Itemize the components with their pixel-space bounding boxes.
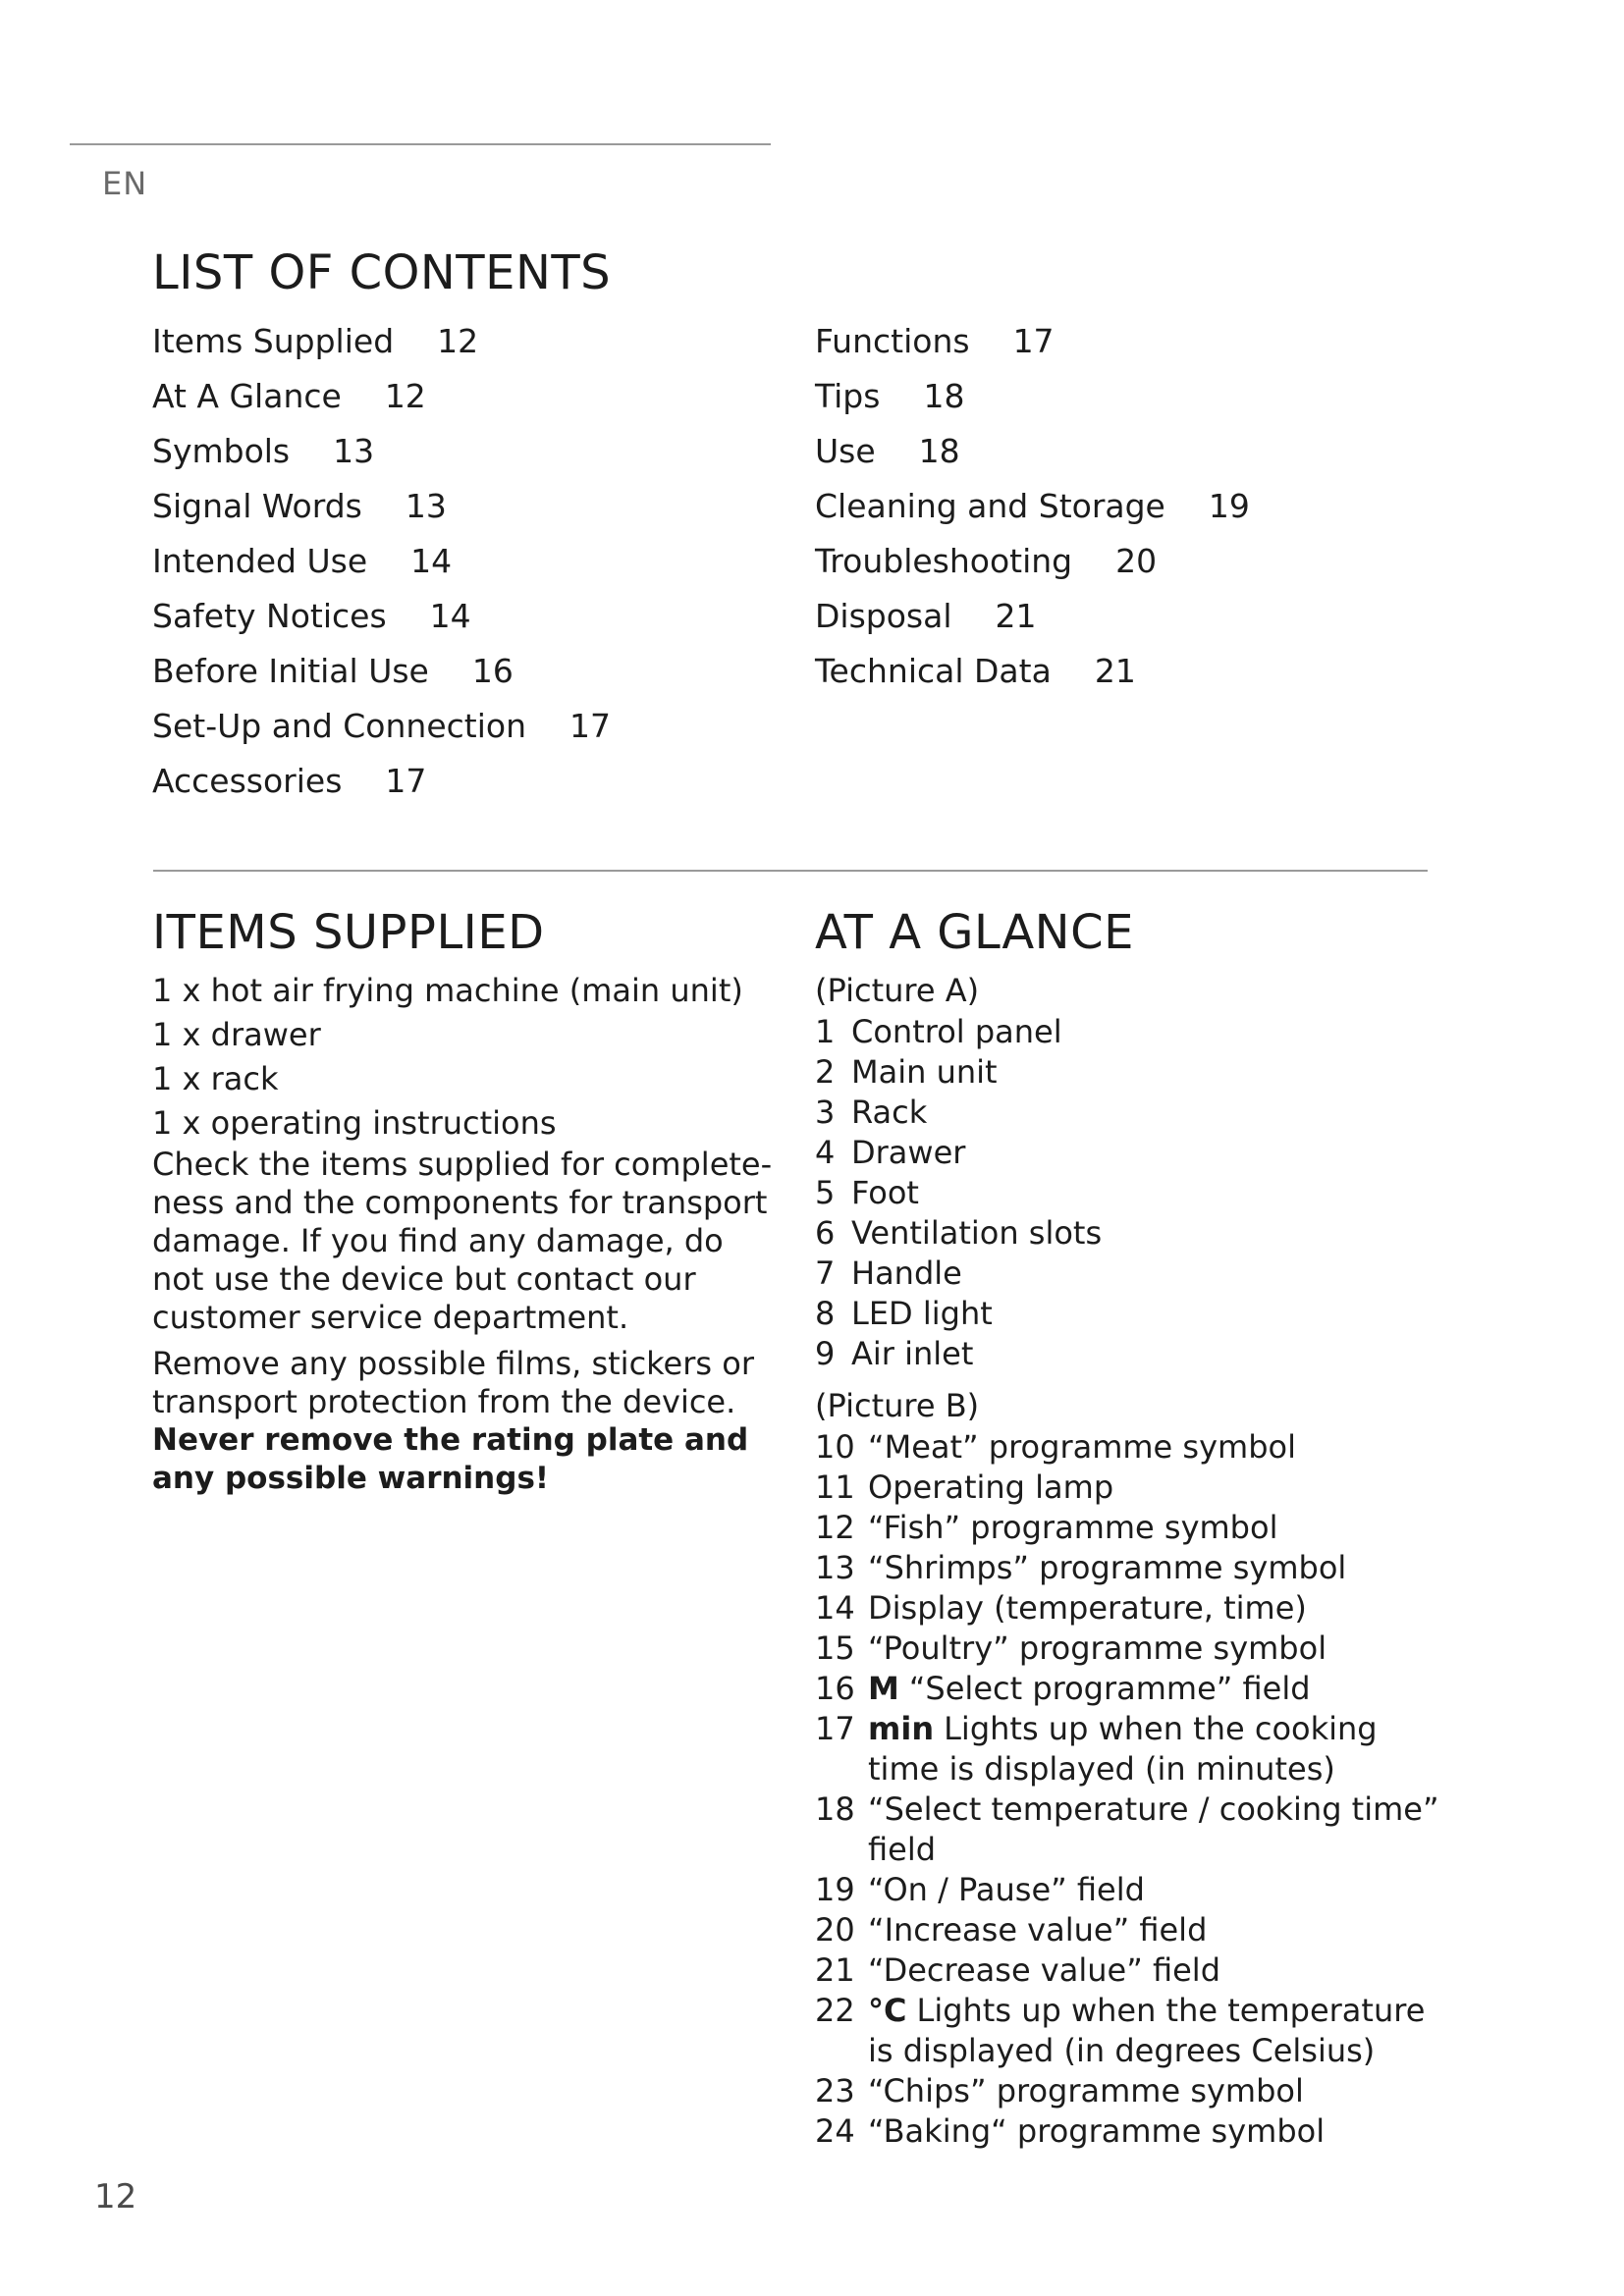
toc-entry-page: 18 [918, 432, 960, 470]
part-number: 21 [815, 1951, 855, 1989]
part-key: M [868, 1670, 899, 1707]
at-a-glance-section [815, 969, 1443, 2152]
part-label: “Baking“ programme symbol [868, 2112, 1326, 2150]
part-label: LED light [851, 1295, 993, 1332]
toc-entry[interactable] [152, 430, 611, 485]
toc-entry[interactable] [815, 320, 1250, 375]
toc-entry-page: 13 [405, 487, 447, 525]
part-item [815, 2111, 1443, 2152]
toc-entry-page: 12 [437, 322, 479, 360]
part-number: 19 [815, 1871, 855, 1908]
part-number: 23 [815, 2072, 855, 2109]
supplied-item: 1 x hot air frying machine (main unit) [152, 972, 743, 1009]
toc-list-left [152, 320, 611, 815]
toc-entry[interactable] [152, 760, 611, 815]
part-item [815, 1213, 1443, 1254]
part-number: 6 [815, 1214, 836, 1252]
part-item [815, 1052, 1443, 1093]
part-label: Air inlet [851, 1335, 974, 1372]
part-label: “Poultry” programme symbol [868, 1629, 1327, 1667]
toc-entry-page: 17 [385, 762, 427, 800]
part-label: “Increase value” field [868, 1911, 1208, 1949]
part-label [868, 1669, 1443, 1709]
part-number: 1 [815, 1013, 836, 1050]
toc-entry-page: 12 [384, 377, 426, 415]
toc-entry-label: Safety Notices [152, 597, 387, 635]
part-item [815, 1508, 1443, 1548]
toc-entry[interactable] [815, 650, 1250, 705]
part-label: “On / Pause” field [868, 1871, 1145, 1908]
toc-entry-label: Cleaning and Storage [815, 487, 1165, 525]
part-number: 4 [815, 1134, 836, 1171]
toc-entry-label: Use [815, 432, 876, 470]
top-divider [70, 143, 771, 145]
part-item [815, 1133, 1443, 1173]
toc-entry-page: 20 [1115, 542, 1158, 580]
toc-entry-page: 17 [568, 707, 611, 745]
check-paragraph: Check the items supplied for complete-ness and the components for transport damage. If you find any damage, do not use the device but contact our customer service department. [152, 1146, 773, 1336]
part-item [815, 2071, 1443, 2111]
part-number: 17 [815, 1710, 855, 1747]
toc-entry[interactable] [152, 595, 611, 650]
part-number: 10 [815, 1428, 855, 1466]
part-text: “Select programme” field [908, 1670, 1311, 1707]
part-number: 9 [815, 1335, 836, 1372]
part-number: 14 [815, 1589, 855, 1627]
part-number: 5 [815, 1174, 836, 1211]
part-label: “Chips” programme symbol [868, 2072, 1304, 2109]
part-item [815, 1789, 1443, 1870]
part-item [815, 1669, 1443, 1709]
toc-entry-label: Accessories [152, 762, 343, 800]
part-item [815, 1588, 1443, 1629]
part-item [815, 1093, 1443, 1133]
toc-entry-label: Set-Up and Connection [152, 707, 526, 745]
picture-a-caption: (Picture A) [815, 972, 980, 1009]
part-label: Ventilation slots [851, 1214, 1103, 1252]
toc-entry-label: Intended Use [152, 542, 368, 580]
parts-list-b [815, 1427, 1443, 2152]
part-label: Foot [851, 1174, 919, 1211]
part-item [815, 1468, 1443, 1508]
part-label: “Select temperature / cooking time” field [868, 1790, 1439, 1868]
part-item [815, 1709, 1443, 1789]
items-supplied-heading: ITEMS SUPPLIED [152, 905, 545, 960]
part-number: 11 [815, 1468, 855, 1506]
part-item [815, 1254, 1443, 1294]
part-key: min [868, 1710, 935, 1747]
part-label [868, 1709, 1443, 1789]
toc-entry[interactable] [152, 485, 611, 540]
toc-entry-label: Disposal [815, 597, 952, 635]
remove-paragraph: Remove any possible films, stickers or transport protection from the device. [152, 1345, 754, 1420]
part-text: Lights up when the temperature is displayed (in degrees Celsius) [868, 1992, 1426, 2069]
part-number: 24 [815, 2112, 855, 2150]
part-item [815, 1012, 1443, 1052]
supplied-item: 1 x operating instructions [152, 1104, 557, 1142]
part-item [815, 1910, 1443, 1950]
toc-entry[interactable] [152, 320, 611, 375]
part-text: Lights up when the cooking time is displayed (in minutes) [868, 1710, 1378, 1788]
part-number: 16 [815, 1670, 855, 1707]
part-label: “Decrease value” field [868, 1951, 1220, 1989]
part-item [815, 1870, 1443, 1910]
part-label: “Shrimps” programme symbol [868, 1549, 1347, 1586]
part-label [868, 1991, 1443, 2071]
part-item [815, 1173, 1443, 1213]
toc-entry-label: Troubleshooting [815, 542, 1073, 580]
part-item [815, 1334, 1443, 1374]
toc-entry-label: At A Glance [152, 377, 342, 415]
part-number: 13 [815, 1549, 855, 1586]
toc-entry-page: 21 [995, 597, 1037, 635]
part-label: Control panel [851, 1013, 1062, 1050]
items-supplied-section [152, 969, 781, 1498]
part-number: 7 [815, 1255, 836, 1292]
supplied-item: 1 x rack [152, 1060, 279, 1097]
toc-entry[interactable] [815, 540, 1250, 595]
part-number: 8 [815, 1295, 836, 1332]
toc-entry-label: Items Supplied [152, 322, 395, 360]
warning-paragraph: Never remove the rating plate and any possible warnings! [152, 1422, 749, 1496]
toc-entry[interactable] [815, 430, 1250, 485]
toc-entry-label: Before Initial Use [152, 652, 429, 690]
toc-entry[interactable] [815, 595, 1250, 650]
picture-b-caption: (Picture B) [815, 1387, 980, 1424]
part-label: Drawer [851, 1134, 966, 1171]
toc-entry-page: 21 [1094, 652, 1136, 690]
part-number: 3 [815, 1094, 836, 1131]
part-number: 20 [815, 1911, 855, 1949]
language-label: EN [102, 165, 148, 202]
toc-entry[interactable] [815, 375, 1250, 430]
supplied-item: 1 x drawer [152, 1016, 321, 1053]
part-label: “Meat” programme symbol [868, 1428, 1296, 1466]
toc-entry-page: 18 [923, 377, 965, 415]
toc-entry-page: 19 [1208, 487, 1250, 525]
toc-entry-label: Signal Words [152, 487, 362, 525]
toc-heading: LIST OF CONTENTS [152, 245, 612, 300]
toc-entry[interactable] [152, 650, 611, 705]
toc-entry-page: 14 [429, 597, 471, 635]
toc-entry-label: Tips [815, 377, 881, 415]
part-number: 2 [815, 1053, 836, 1091]
toc-entry-page: 17 [1012, 322, 1055, 360]
toc-entry-page: 13 [333, 432, 375, 470]
part-label: Main unit [851, 1053, 998, 1091]
page-number: 12 [94, 2177, 137, 2216]
section-divider [153, 870, 1428, 872]
toc-entry[interactable] [815, 485, 1250, 540]
part-label: Rack [851, 1094, 928, 1131]
part-number: 18 [815, 1790, 855, 1828]
part-item [815, 1950, 1443, 1991]
parts-list-a [815, 1012, 1443, 1374]
toc-list-right [815, 320, 1250, 705]
part-label: “Fish” programme symbol [868, 1509, 1278, 1546]
toc-entry-page: 16 [471, 652, 514, 690]
part-key: °C [868, 1992, 907, 2029]
toc-entry[interactable] [152, 540, 611, 595]
part-label: Handle [851, 1255, 962, 1292]
toc-entry-label: Functions [815, 322, 970, 360]
part-item [815, 1629, 1443, 1669]
part-label: Display (temperature, time) [868, 1589, 1307, 1627]
toc-entry-page: 14 [410, 542, 453, 580]
toc-entry[interactable] [152, 705, 611, 760]
part-number: 22 [815, 1992, 855, 2029]
part-item [815, 1294, 1443, 1334]
part-number: 12 [815, 1509, 855, 1546]
part-item [815, 1427, 1443, 1468]
part-number: 15 [815, 1629, 855, 1667]
toc-entry-label: Symbols [152, 432, 291, 470]
toc-entry[interactable] [152, 375, 611, 430]
at-a-glance-heading: AT A GLANCE [815, 905, 1134, 960]
part-label: Operating lamp [868, 1468, 1114, 1506]
part-item [815, 1548, 1443, 1588]
part-item [815, 1991, 1443, 2071]
toc-entry-label: Technical Data [815, 652, 1052, 690]
